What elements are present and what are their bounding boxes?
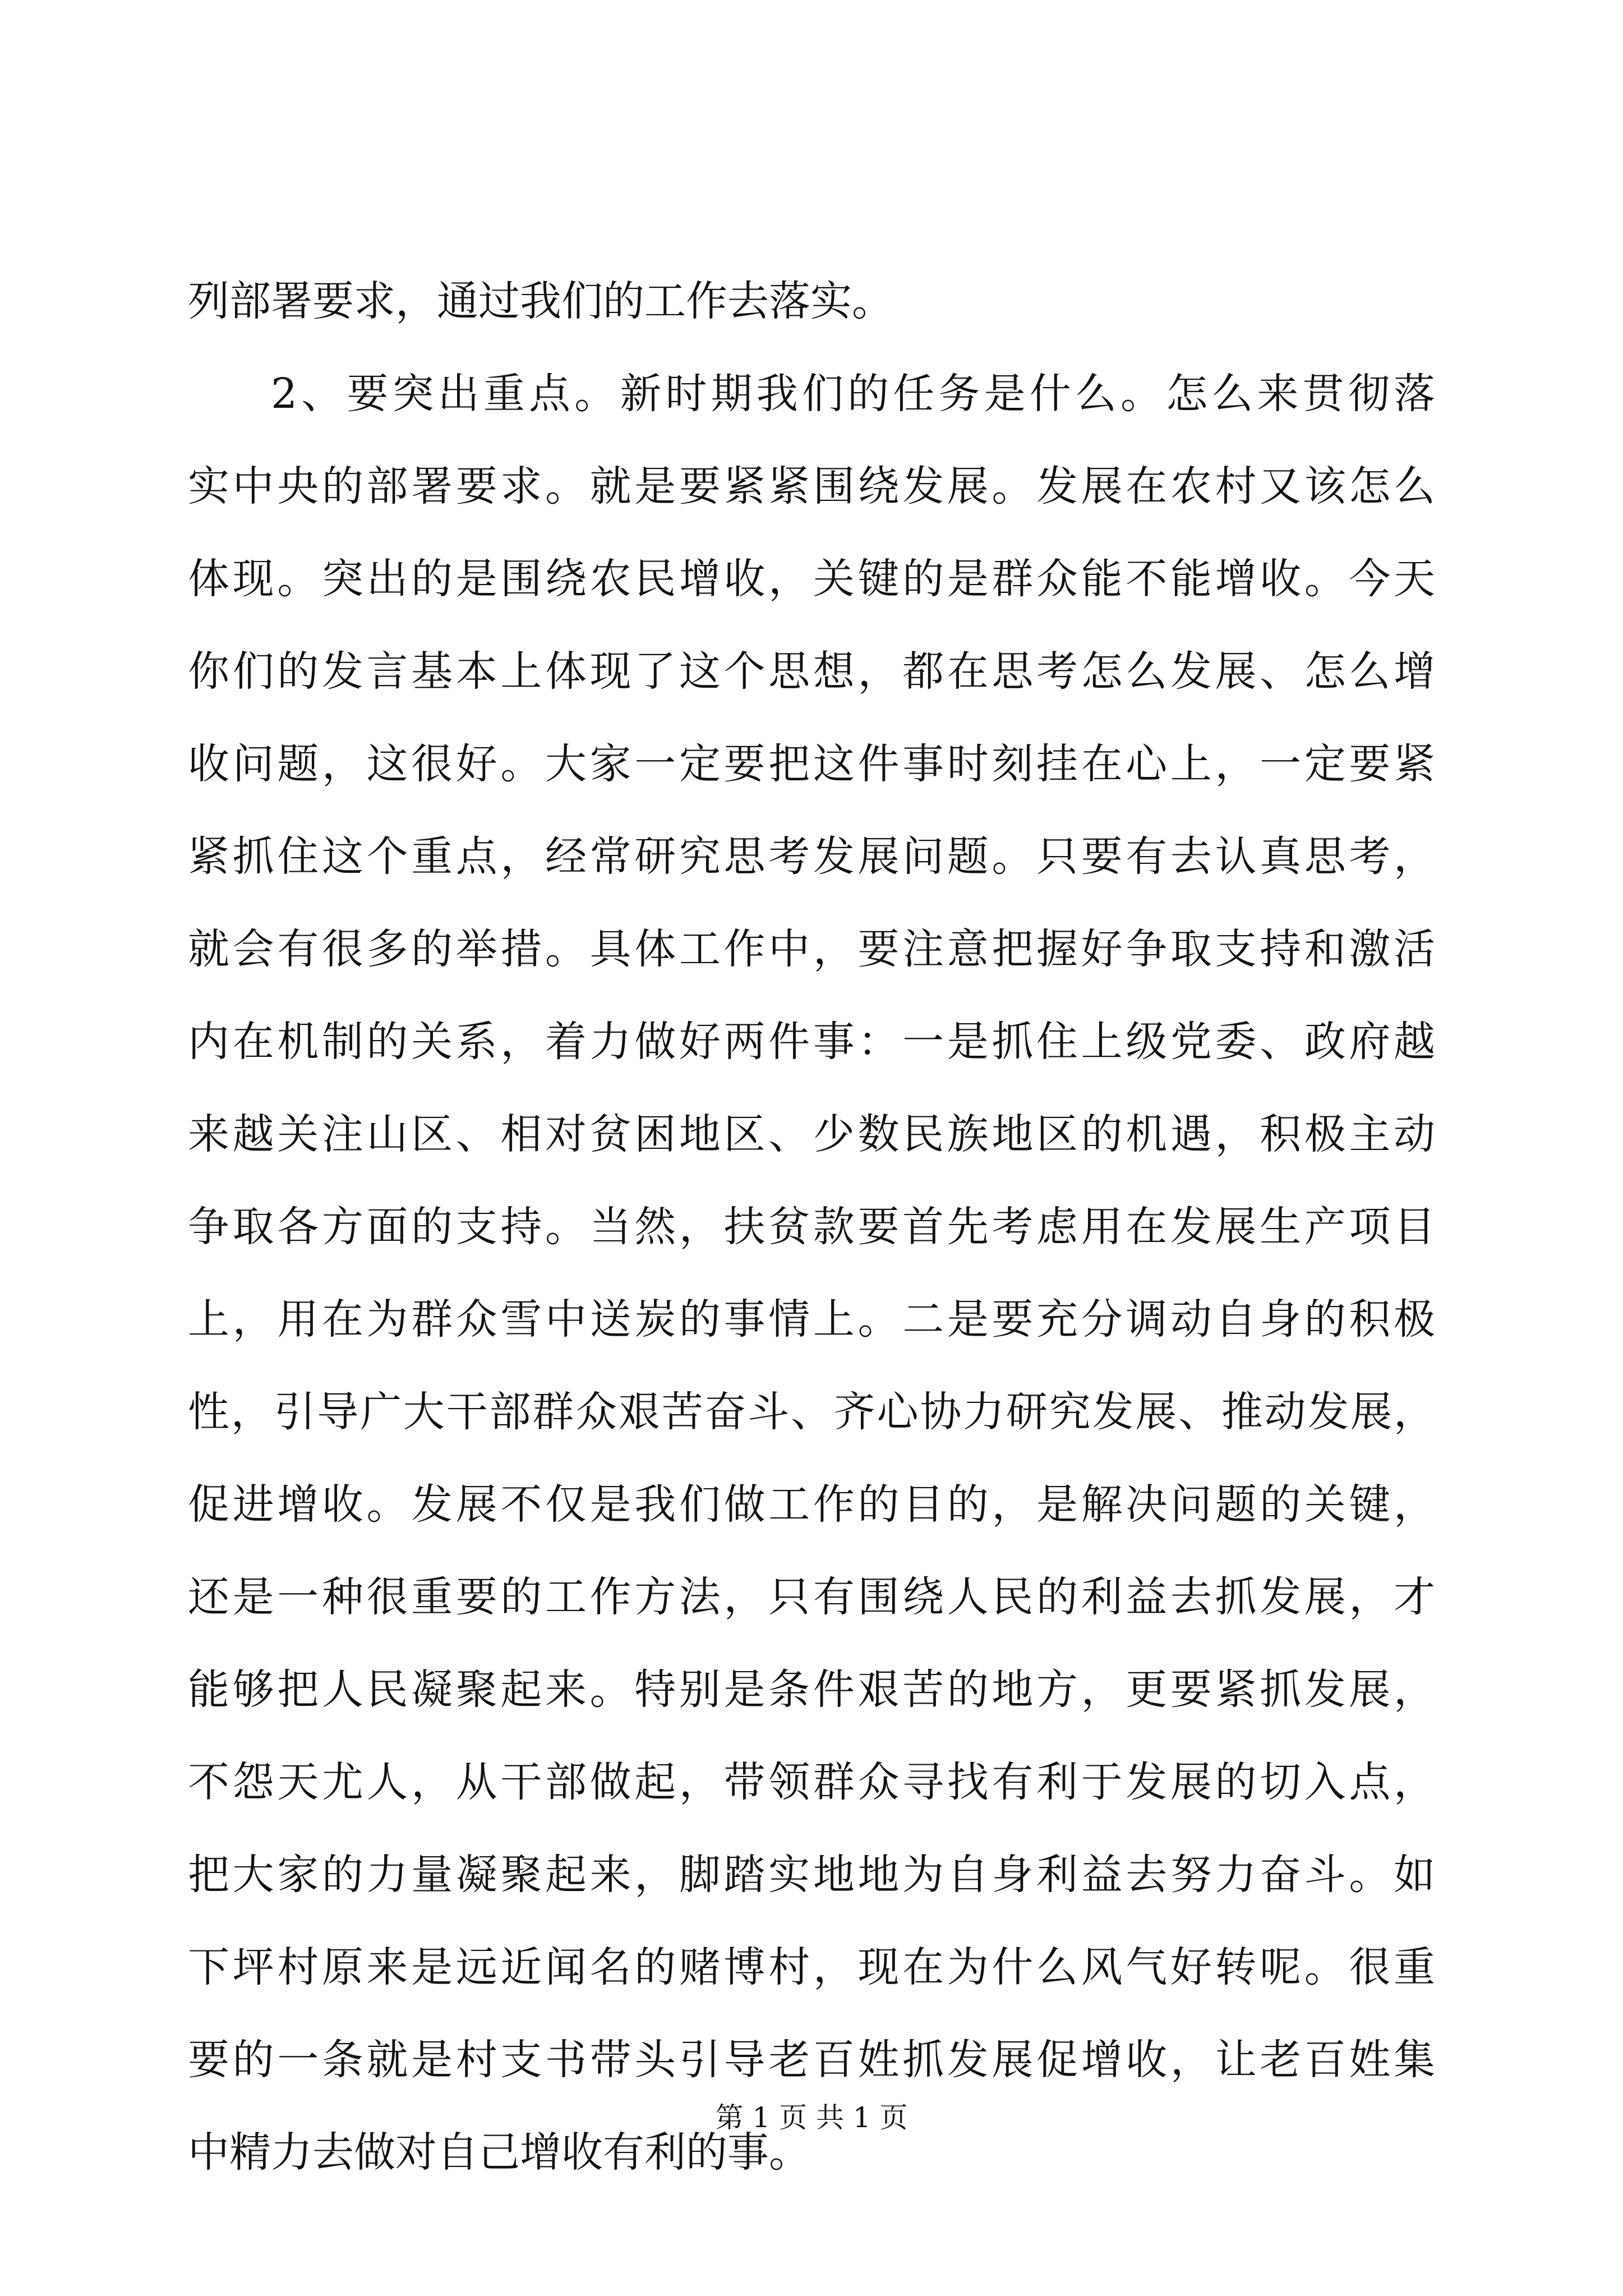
text-line: 中精力去做对自己增收有利的事。 [188, 2128, 810, 2177]
text-line: 把大家的力量凝聚起来，脚踏实地地为自身利益去努力奋斗。如 [188, 1851, 1435, 1899]
text-line: 不怨天尤人，从干部做起，带领群众寻找有利于发展的切入点， [188, 1758, 1435, 1806]
page-footer: 第 1 页 共 1 页 [715, 2101, 908, 2134]
text-line: 实中央的部署要求。就是要紧紧围绕发展。发展在农村又该怎么 [188, 462, 1435, 510]
text-line: 还是一种很重要的工作方法，只有围绕人民的利益去抓发展，才 [188, 1573, 1435, 1621]
text-line: 促进增收。发展不仅是我们做工作的目的，是解决问题的关键， [188, 1480, 1435, 1529]
text-line: 你们的发言基本上体现了这个思想，都在思考怎么发展、怎么增 [188, 647, 1435, 696]
text-line: 来越关注山区、相对贫困地区、少数民族地区的机遇，积极主动 [188, 1110, 1435, 1158]
text-line: 能够把人民凝聚起来。特别是条件艰苦的地方，更要紧抓发展， [188, 1665, 1435, 1714]
text-line: 内在机制的关系，着力做好两件事：一是抓住上级党委、政府越 [188, 1018, 1435, 1066]
body-text [188, 255, 1435, 2199]
text-line: 体现。突出的是围绕农民增收，关键的是群众能不能增收。今天 [188, 555, 1435, 603]
text-line: 紧抓住这个重点，经常研究思考发展问题。只要有去认真思考， [188, 832, 1435, 881]
text-line: 争取各方面的支持。当然，扶贫款要首先考虑用在发展生产项目 [188, 1203, 1435, 1251]
text-line: 下坪村原来是远近闻名的赌博村，现在为什么风气好转呢。很重 [188, 1943, 1435, 1991]
text-line: 就会有很多的举措。具体工作中，要注意把握好争取支持和激活 [188, 925, 1435, 973]
text-line: 性，引导广大干部群众艰苦奋斗、齐心协力研究发展、推动发展， [188, 1388, 1435, 1436]
text-line: 收问题，这很好。大家一定要把这件事时刻挂在心上，一定要紧 [188, 740, 1435, 788]
text-line: 列部署要求，通过我们的工作去落实。 [188, 277, 893, 325]
text-line: 2、要突出重点。新时期我们的任务是什么。怎么来贯彻落 [271, 370, 1435, 418]
text-line: 要的一条就是村支书带头引导老百姓抓发展促增收，让老百姓集 [188, 2036, 1435, 2084]
text-line: 上，用在为群众雪中送炭的事情上。二是要充分调动自身的积极 [188, 1295, 1435, 1343]
